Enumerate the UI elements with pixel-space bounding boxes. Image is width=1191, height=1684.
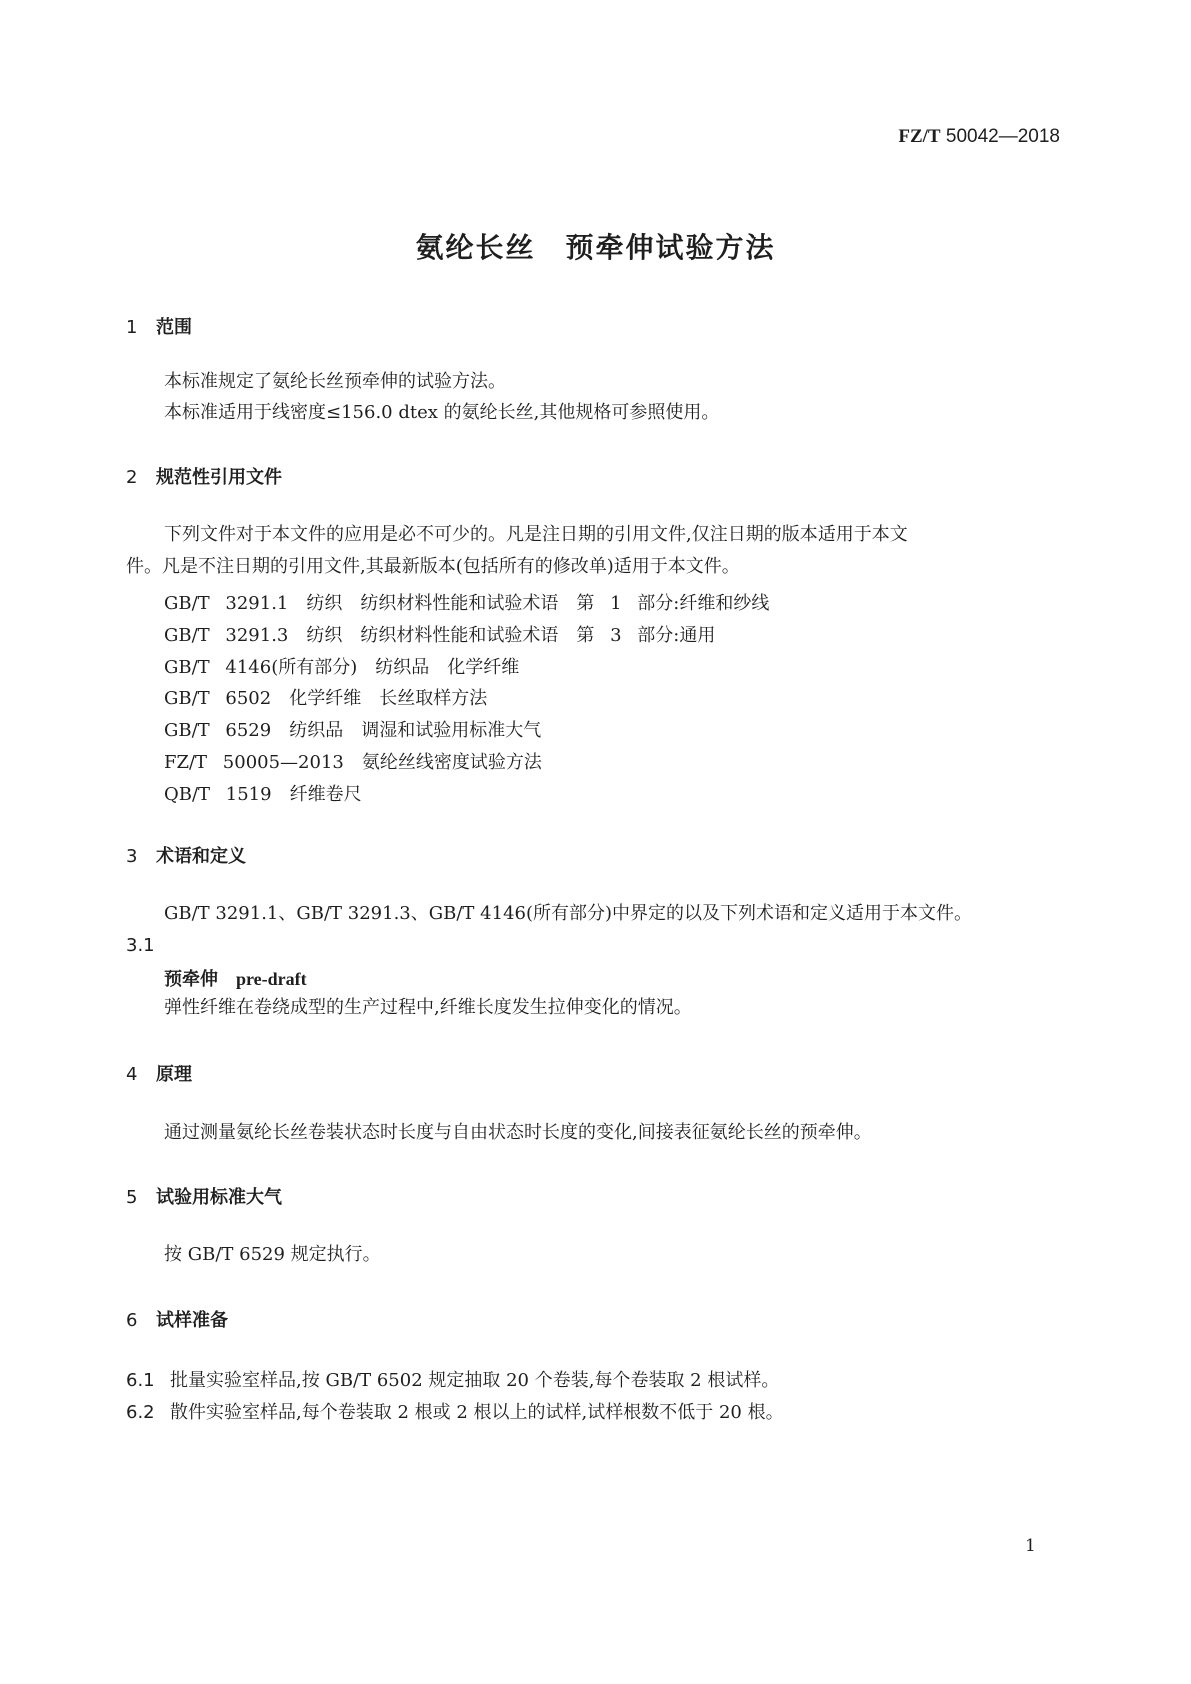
section-heading-sample-preparation xyxy=(126,1306,228,1332)
normative-intro-line-1: 下列文件对于本文件的应用是必不可少的。凡是注日期的引用文件,仅注日期的版本适用于本文 xyxy=(164,524,908,545)
principle-text: 通过测量氨纶长丝卷装状态时长度与自由状态时长度的变化,间接表征氨纶长丝的预牵伸。 xyxy=(164,1122,872,1143)
reference-item: GB/T 6502 化学纤维 长丝取样方法 xyxy=(164,688,488,709)
subclause-item xyxy=(126,1398,784,1424)
reference-item: GB/T 4146(所有部分) 纺织品 化学纤维 xyxy=(164,657,520,678)
term-entry xyxy=(164,965,307,991)
document-title: 氨纶长丝 预牵伸试验方法 xyxy=(415,231,776,264)
section-heading-principle xyxy=(126,1060,192,1086)
section-number: 2 xyxy=(126,467,138,488)
clause-number: 3.1 xyxy=(126,935,155,956)
section-heading-terms xyxy=(126,842,246,868)
standard-code: FZ/T xyxy=(898,126,941,147)
subclause-text: 散件实验室样品,每个卷装取 2 根或 2 根以上的试样,试样根数不低于 20 根。 xyxy=(170,1402,784,1423)
term-chinese: 预牵伸 xyxy=(164,969,218,990)
standard-number xyxy=(0,126,1060,148)
subclause-text: 批量实验室样品,按 GB/T 6502 规定抽取 20 个卷装,每个卷装取 2 根试样。 xyxy=(170,1370,780,1391)
section-heading-scope xyxy=(126,313,192,339)
normative-intro-line-2: 件。凡是不注日期的引用文件,其最新版本(包括所有的修改单)适用于本文件。 xyxy=(126,556,740,577)
standard-year-number: 50042—2018 xyxy=(945,126,1060,147)
section-number: 6 xyxy=(126,1310,138,1331)
section-number: 1 xyxy=(126,317,138,338)
section-title: 试验用标准大气 xyxy=(156,1187,282,1208)
subclause-number: 6.1 xyxy=(126,1370,155,1391)
section-number: 4 xyxy=(126,1064,138,1085)
scope-paragraph-2: 本标准适用于线密度≤156.0 dtex 的氨纶长丝,其他规格可参照使用。 xyxy=(164,402,720,423)
subclause-number: 6.2 xyxy=(126,1402,155,1423)
section-number: 5 xyxy=(126,1187,138,1208)
section-title: 试样准备 xyxy=(156,1310,228,1331)
subclause-item xyxy=(126,1366,779,1392)
section-heading-normative-references xyxy=(126,463,282,489)
section-title: 原理 xyxy=(156,1064,192,1085)
reference-item: GB/T 6529 纺织品 调湿和试验用标准大气 xyxy=(164,720,542,741)
atmosphere-text: 按 GB/T 6529 规定执行。 xyxy=(164,1244,381,1265)
reference-item: GB/T 3291.3 纺织 纺织材料性能和试验术语 第 3 部分:通用 xyxy=(164,625,716,646)
section-number: 3 xyxy=(126,846,138,867)
page-number: 1 xyxy=(1025,1536,1036,1556)
reference-item: GB/T 3291.1 纺织 纺织材料性能和试验术语 第 1 部分:纤维和纱线 xyxy=(164,593,770,614)
section-heading-atmosphere xyxy=(126,1183,282,1209)
term-definition: 弹性纤维在卷绕成型的生产过程中,纤维长度发生拉伸变化的情况。 xyxy=(164,997,692,1018)
term-english: pre-draft xyxy=(236,969,307,989)
reference-item: QB/T 1519 纤维卷尺 xyxy=(164,784,362,805)
scope-paragraph-1: 本标准规定了氨纶长丝预牵伸的试验方法。 xyxy=(164,371,506,392)
section-title: 术语和定义 xyxy=(156,846,246,867)
terms-intro: GB/T 3291.1、GB/T 3291.3、GB/T 4146(所有部分)中界定的以及下列术语和定义适用于本文件。 xyxy=(164,903,973,924)
section-title: 范围 xyxy=(156,317,192,338)
reference-item: FZ/T 50005—2013 氨纶丝线密度试验方法 xyxy=(164,752,542,773)
section-title: 规范性引用文件 xyxy=(156,467,282,488)
